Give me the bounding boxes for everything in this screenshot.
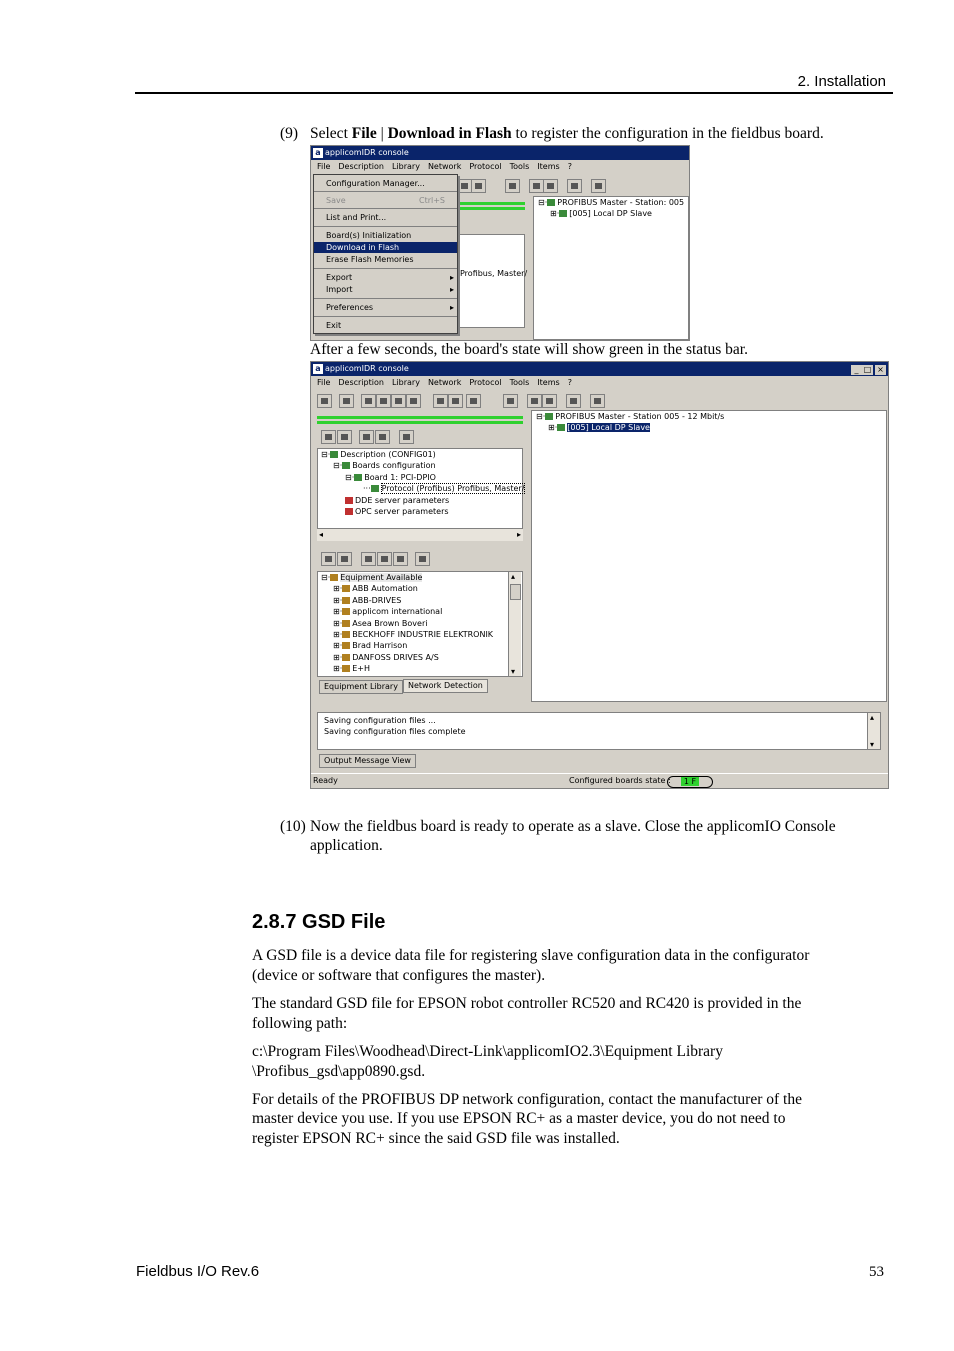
step-10-number: (10) <box>280 818 306 835</box>
status-bar <box>311 773 888 788</box>
menu-help[interactable]: ? <box>567 162 572 171</box>
menu-description[interactable]: Description <box>338 378 384 387</box>
menu-item-export[interactable]: Export ▸ <box>326 273 454 282</box>
menu-description[interactable]: Description <box>338 162 384 171</box>
toolbar-tool-icon[interactable] <box>527 394 542 408</box>
submenu-arrow-icon: ▸ <box>449 273 454 282</box>
submenu-arrow-icon: ▸ <box>449 303 454 312</box>
scroll-up-icon: ▴ <box>870 713 875 722</box>
tree-vendor[interactable]: ⊞· ABB Automation <box>333 584 418 594</box>
tree-vendor[interactable]: ⊞· E+H <box>333 664 371 674</box>
menu-items[interactable]: Items <box>537 378 560 387</box>
toolbar-tool-icon[interactable] <box>321 430 336 444</box>
output-scrollbar[interactable] <box>867 713 880 749</box>
toolbar-tool-icon[interactable] <box>503 394 518 408</box>
tab-equipment-library[interactable]: Equipment Library <box>319 680 403 694</box>
paragraph-4-line2: master device you use. If you use EPSON RC+ as a master device, you do not need to <box>252 1110 786 1127</box>
tree-profibus-master[interactable]: ⊟· PROFIBUS Master - Station 005 - 12 Mbit/s <box>536 412 725 421</box>
horizontal-scrollbar[interactable] <box>317 528 523 541</box>
menu-separator <box>314 208 457 209</box>
tree-local-dp-slave[interactable]: ⊞· [005] Local DP Slave <box>550 209 652 219</box>
menu-separator <box>314 316 457 317</box>
toolbar-arrow-icon[interactable] <box>377 552 392 566</box>
toolbar-tool-icon[interactable] <box>543 179 558 193</box>
board-state-value: 1 F <box>681 777 699 786</box>
menu-item-erase-flash[interactable]: Erase Flash Memories <box>326 255 414 264</box>
scroll-down-icon: ▾ <box>511 667 516 676</box>
toolbar-save-icon[interactable] <box>457 179 472 193</box>
menu-item-download-in-flash[interactable]: Download in Flash <box>314 242 457 253</box>
menu-file[interactable]: File <box>317 378 331 387</box>
toolbar-tool-icon[interactable] <box>321 552 336 566</box>
toolbar-copy-icon[interactable] <box>359 430 374 444</box>
close-button[interactable]: × <box>875 365 886 375</box>
section-heading: 2.8.7 GSD File <box>252 911 386 933</box>
tree-vendor[interactable]: ⊞· Brad Harrison <box>333 641 408 651</box>
toolbar-tool-icon[interactable] <box>406 394 421 408</box>
toolbar-list-icon[interactable] <box>566 394 581 408</box>
app-icon: a <box>313 148 323 158</box>
tree-protocol[interactable]: ··· Protocol (Profibus) Profibus, Master/ <box>363 484 525 494</box>
tree-vendor[interactable]: ⊞· DANFOSS DRIVES A/S <box>333 652 439 662</box>
output-line: Saving configuration files complete <box>324 727 466 737</box>
tree-vendor[interactable]: ⊞· BECKHOFF INDUSTRIE ELEKTRONIK <box>333 629 494 639</box>
toolbar-tool-icon[interactable] <box>391 394 406 408</box>
tree-profibus-master[interactable]: ⊟· PROFIBUS Master - Station: 005 <box>538 198 685 207</box>
section-header: 2. Installation <box>797 73 886 90</box>
screenshot-file-menu <box>310 145 690 341</box>
menu-item-configuration-manager[interactable]: Configuration Manager... <box>326 179 425 188</box>
toolbar-help-icon[interactable] <box>466 394 481 408</box>
toolbar-tool-icon[interactable] <box>415 552 430 566</box>
toolbar-list-icon[interactable] <box>567 179 582 193</box>
toolbar-tool-icon[interactable] <box>529 179 544 193</box>
status-ready: Ready <box>313 776 338 785</box>
paragraph-2-line2: following path: <box>252 1015 348 1032</box>
menu-protocol[interactable]: Protocol <box>469 378 502 387</box>
toolbar-tool-icon[interactable] <box>393 552 408 566</box>
toolbar-tool-icon[interactable] <box>361 394 376 408</box>
step-10-line2: application. <box>310 837 383 854</box>
toolbar-tool-icon[interactable] <box>505 179 520 193</box>
network-tree <box>533 196 689 340</box>
menu-bar <box>311 160 689 174</box>
menu-separator <box>314 191 457 192</box>
output-message-panel <box>317 712 881 750</box>
menu-item-import[interactable]: Import ▸ <box>326 285 454 294</box>
toolbar-window-icon[interactable] <box>448 394 463 408</box>
toolbar-search-icon[interactable] <box>399 430 414 444</box>
tree-board-1[interactable]: ⊟· Board 1: PCI-DPIO <box>345 472 436 482</box>
menu-tools[interactable]: Tools <box>509 162 530 171</box>
menu-separator <box>314 226 457 227</box>
scroll-left-icon: ◂ <box>319 530 324 539</box>
equipment-tree <box>317 571 523 677</box>
page-number: 53 <box>869 1264 884 1280</box>
paragraph-1-line1: A GSD file is a device data file for registering slave configuration data in the configurator <box>252 947 810 964</box>
tab-output-message-view[interactable]: Output Message View <box>319 754 416 768</box>
network-tree <box>531 410 887 702</box>
paragraph-4-line3: register EPSON RC+ since the said GSD file was installed. <box>252 1130 620 1147</box>
step-9-number: (9) <box>280 125 299 142</box>
gsd-path-line2: \Profibus_gsd\app0890.gsd. <box>252 1063 426 1080</box>
menu-file[interactable]: File <box>317 162 331 171</box>
scroll-up-icon: ▴ <box>511 572 516 581</box>
menu-protocol[interactable]: Protocol <box>469 162 502 171</box>
green-bar <box>317 416 523 419</box>
board-state-indicator <box>667 776 713 788</box>
menu-library[interactable]: Library <box>391 162 420 171</box>
toolbar-tool-icon[interactable] <box>337 430 352 444</box>
toolbar-tool-icon[interactable] <box>376 394 391 408</box>
toolbar-tool-icon[interactable] <box>337 552 352 566</box>
tree-opc-server[interactable]: OPC server parameters <box>318 506 522 517</box>
scroll-right-icon: ▸ <box>516 530 521 539</box>
header-rule <box>135 92 893 94</box>
tree-vendor[interactable]: ⊞· applicom international <box>333 607 443 617</box>
gsd-path-line1: c:\Program Files\Woodhead\Direct-Link\applicomIO2.3\Equipment Library <box>252 1043 723 1060</box>
green-bar <box>317 421 523 424</box>
paragraph-4-line1: For details of the PROFIBUS DP network configuration, contact the manufacturer of the <box>252 1091 802 1108</box>
tab-network-detection[interactable]: Network Detection <box>403 679 488 693</box>
tree-local-dp-slave[interactable]: ⊞· [005] Local DP Slave <box>548 423 650 433</box>
screenshot-console <box>310 361 889 789</box>
tree-dde-server[interactable]: DDE server parameters <box>318 495 522 506</box>
footer-title: Fieldbus I/O Rev.6 <box>136 1263 260 1280</box>
paragraph-1-line2: (device or software that configures the master). <box>252 967 546 984</box>
menu-bar <box>311 376 888 390</box>
app-icon: a <box>313 364 323 374</box>
toolbar-tool-icon[interactable] <box>590 394 605 408</box>
file-menu-dropdown <box>313 174 458 334</box>
tree-boards-configuration[interactable]: ⊟· Boards configuration <box>333 461 436 471</box>
paragraph-2-line1: The standard GSD file for EPSON robot controller RC520 and RC420 is provided in the <box>252 995 802 1012</box>
menu-separator <box>314 298 457 299</box>
tree-vendor[interactable]: ⊞· ABB-DRIVES <box>333 595 402 605</box>
scroll-down-icon: ▾ <box>870 740 875 749</box>
minimize-button[interactable]: _ <box>851 365 862 375</box>
step-10-line1: Now the fieldbus board is ready to operate as a slave. Close the applicomIO Console <box>310 818 836 835</box>
toolbar-tool-icon[interactable] <box>591 179 606 193</box>
menu-item-save[interactable]: Save Ctrl+S <box>326 196 445 205</box>
toolbar-window-icon[interactable] <box>433 394 448 408</box>
menu-help[interactable]: ? <box>567 378 572 387</box>
maximize-button[interactable]: □ <box>863 365 872 374</box>
submenu-arrow-icon: ▸ <box>449 285 454 294</box>
menu-tools[interactable]: Tools <box>509 378 530 387</box>
scroll-thumb <box>510 584 521 600</box>
green-bar <box>457 207 525 210</box>
output-line: Saving configuration files ... <box>324 716 436 725</box>
tree-equipment-available[interactable]: ⊟· Equipment Available <box>321 573 423 582</box>
window-title-bar: a applicomIDR console _ □ × <box>311 362 888 376</box>
toolbar-tool-icon[interactable] <box>542 394 557 408</box>
after-text: After a few seconds, the board's state will show green in the status bar. <box>310 341 748 358</box>
vertical-scrollbar[interactable] <box>508 572 521 676</box>
protocol-text: Profibus, Master/ <box>460 269 528 278</box>
step-9-text: Select File | Download in Flash to register the configuration in the fieldbus board. <box>310 125 824 142</box>
toolbar-print-icon[interactable] <box>339 394 354 408</box>
status-boards-label: Configured boards state : <box>569 776 671 785</box>
tree-description[interactable]: ⊟· Description (CONFIG01) <box>321 450 436 459</box>
toolbar-help-icon[interactable] <box>471 179 486 193</box>
menu-item-preferences[interactable]: Preferences ▸ <box>326 303 454 312</box>
tree-vendor[interactable]: ⊞· Asea Brown Boveri <box>333 618 428 628</box>
toolbar-tool-icon[interactable] <box>361 552 376 566</box>
menu-item-board-initialization[interactable]: Board(s) Initialization <box>326 231 412 240</box>
description-panel <box>457 234 528 328</box>
menu-network[interactable]: Network <box>427 378 462 387</box>
green-bar <box>457 202 525 205</box>
menu-library[interactable]: Library <box>391 378 420 387</box>
menu-items[interactable]: Items <box>537 162 560 171</box>
menu-network[interactable]: Network <box>427 162 462 171</box>
toolbar-save-icon[interactable] <box>317 394 332 408</box>
menu-separator <box>314 268 457 269</box>
window-title-bar: a applicomIDR console <box>311 146 689 160</box>
toolbar-paste-icon[interactable] <box>375 430 390 444</box>
menu-item-list-and-print[interactable]: List and Print... <box>326 213 387 222</box>
menu-item-exit[interactable]: Exit <box>326 321 342 330</box>
